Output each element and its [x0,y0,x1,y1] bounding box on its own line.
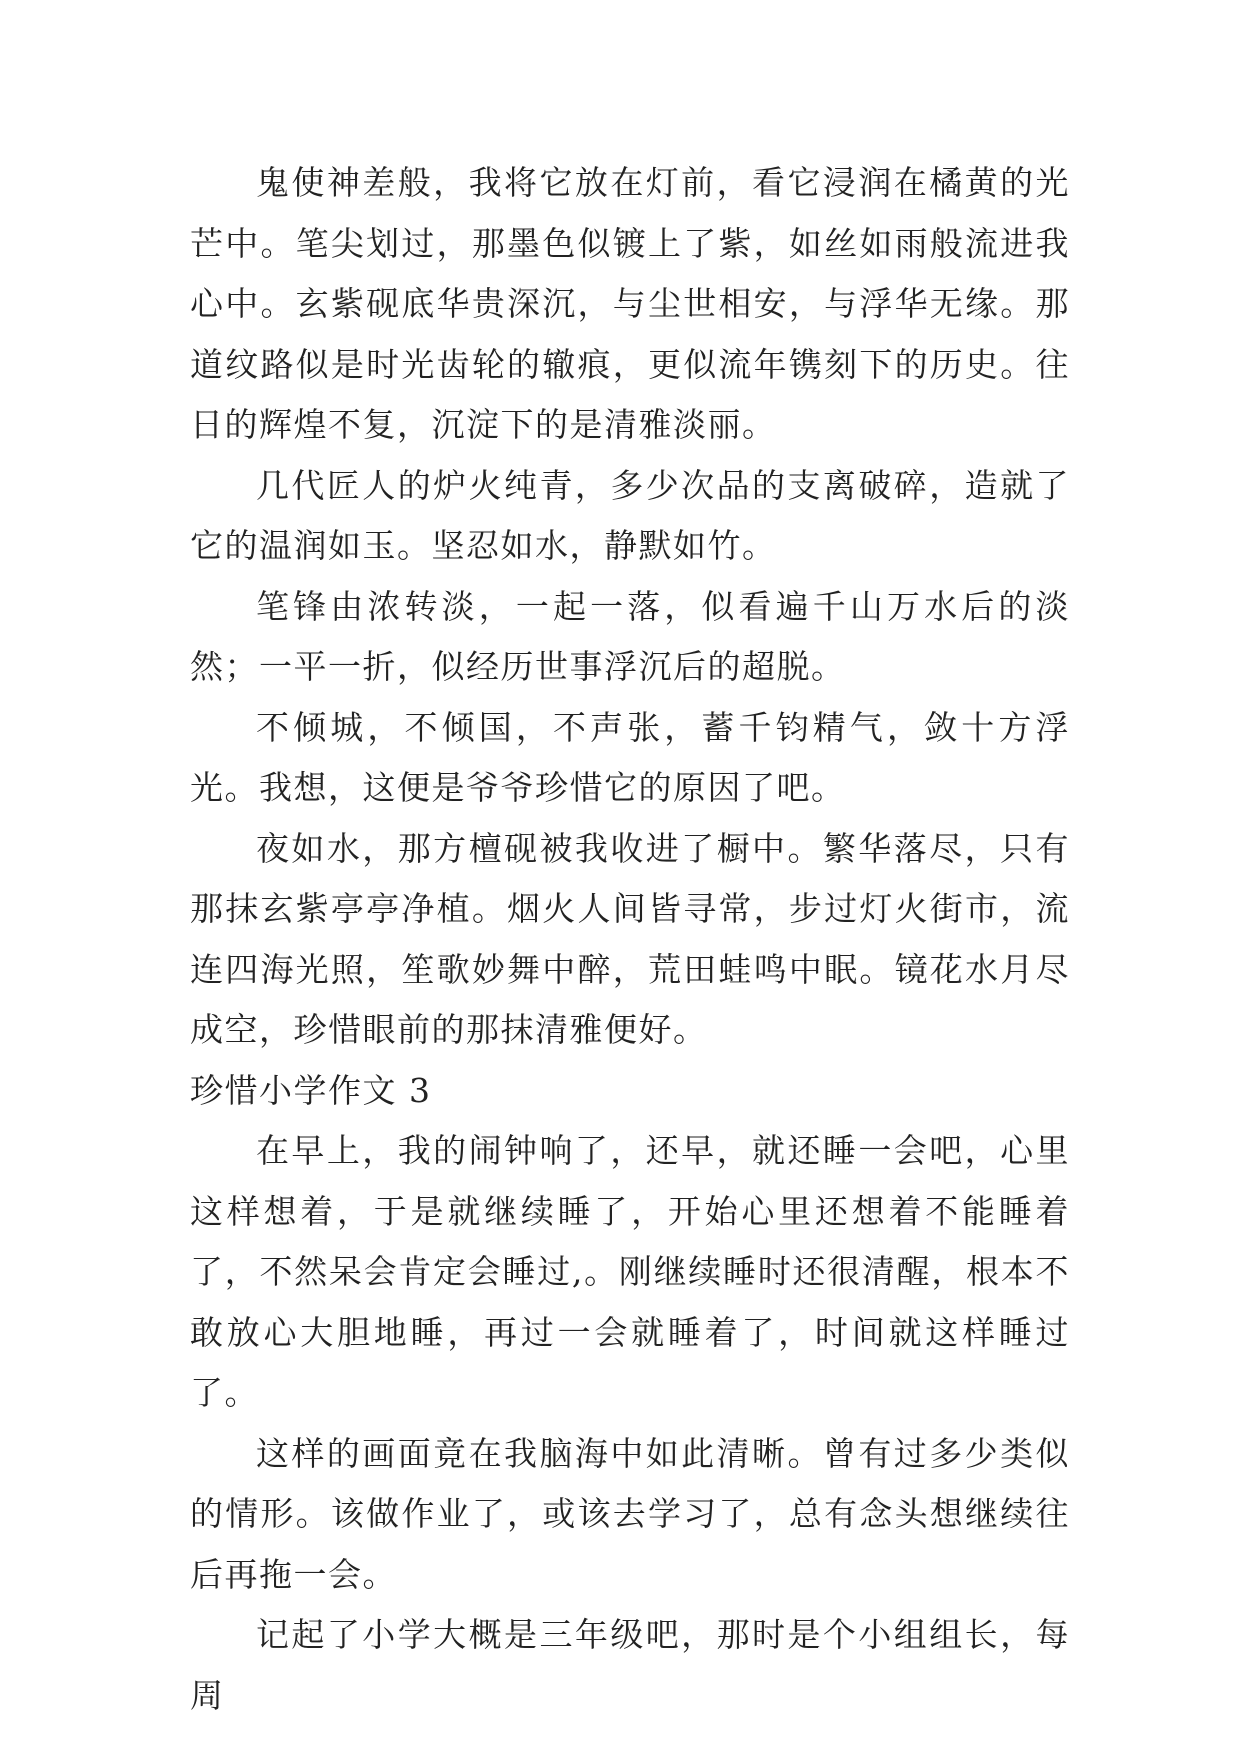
paragraph-night: 夜如水，那方檀砚被我收进了橱中。繁华落尽，只有那抹玄紫亭亭净植。烟火人间皆寻常，步过灯火街市，流连四海光照，笙歌妙舞中醉，荒田蛙鸣中眠。镜花水月尽成空，珍惜眼前的那抹清雅便好。 [190,828,1070,1049]
paragraph-brush-stroke: 笔锋由浓转淡，一起一落，似看遍千山万水后的淡然；一平一折，似经历世事浮沉后的超脱。 [190,586,1070,686]
paragraph-third-grade: 记起了小学大概是三年级吧，那时是个小组组长，每周 [190,1615,1070,1715]
paragraph-alarm: 在早上，我的闹钟响了，还早，就还睡一会吧，心里这样想着，于是就继续睡了，开始心里还想着不能睡着了，不然呆会肯定会睡过,。刚继续睡时还很清醒，根本不敢放心大胆地睡，再过一会就睡着了，时间就这样睡过了。 [190,1131,1070,1412]
paragraph-craftsmen: 几代匠人的炉火纯青，多少次品的支离破碎，造就了它的温润如玉。坚忍如水，静默如竹。 [190,465,1070,565]
section-title: 珍惜小学作文 3 [190,1070,432,1110]
paragraph-grandfather: 不倾城，不倾国，不声张，蓄千钧精气，敛十方浮光。我想，这便是爷爷珍惜它的原因了吧。 [190,707,1070,807]
paragraph-memory-scene: 这样的画面竟在我脑海中如此清晰。曾有过多少类似的情形。该做作业了，或该去学习了，总有念头想继续往后再拖一会。 [190,1433,1070,1594]
paragraph-inkstone-lamp: 鬼使神差般，我将它放在灯前，看它浸润在橘黄的光芒中。笔尖划过，那墨色似镀上了紫，如丝如雨般流进我心中。玄紫砚底华贵深沉，与尘世相安，与浮华无缘。那道纹路似是时光齿轮的辙痕，更似流年镌刻下的历史。往日的辉煌不复，沉淀下的是清雅淡丽。 [190,163,1070,444]
document-body [190,153,1070,1726]
